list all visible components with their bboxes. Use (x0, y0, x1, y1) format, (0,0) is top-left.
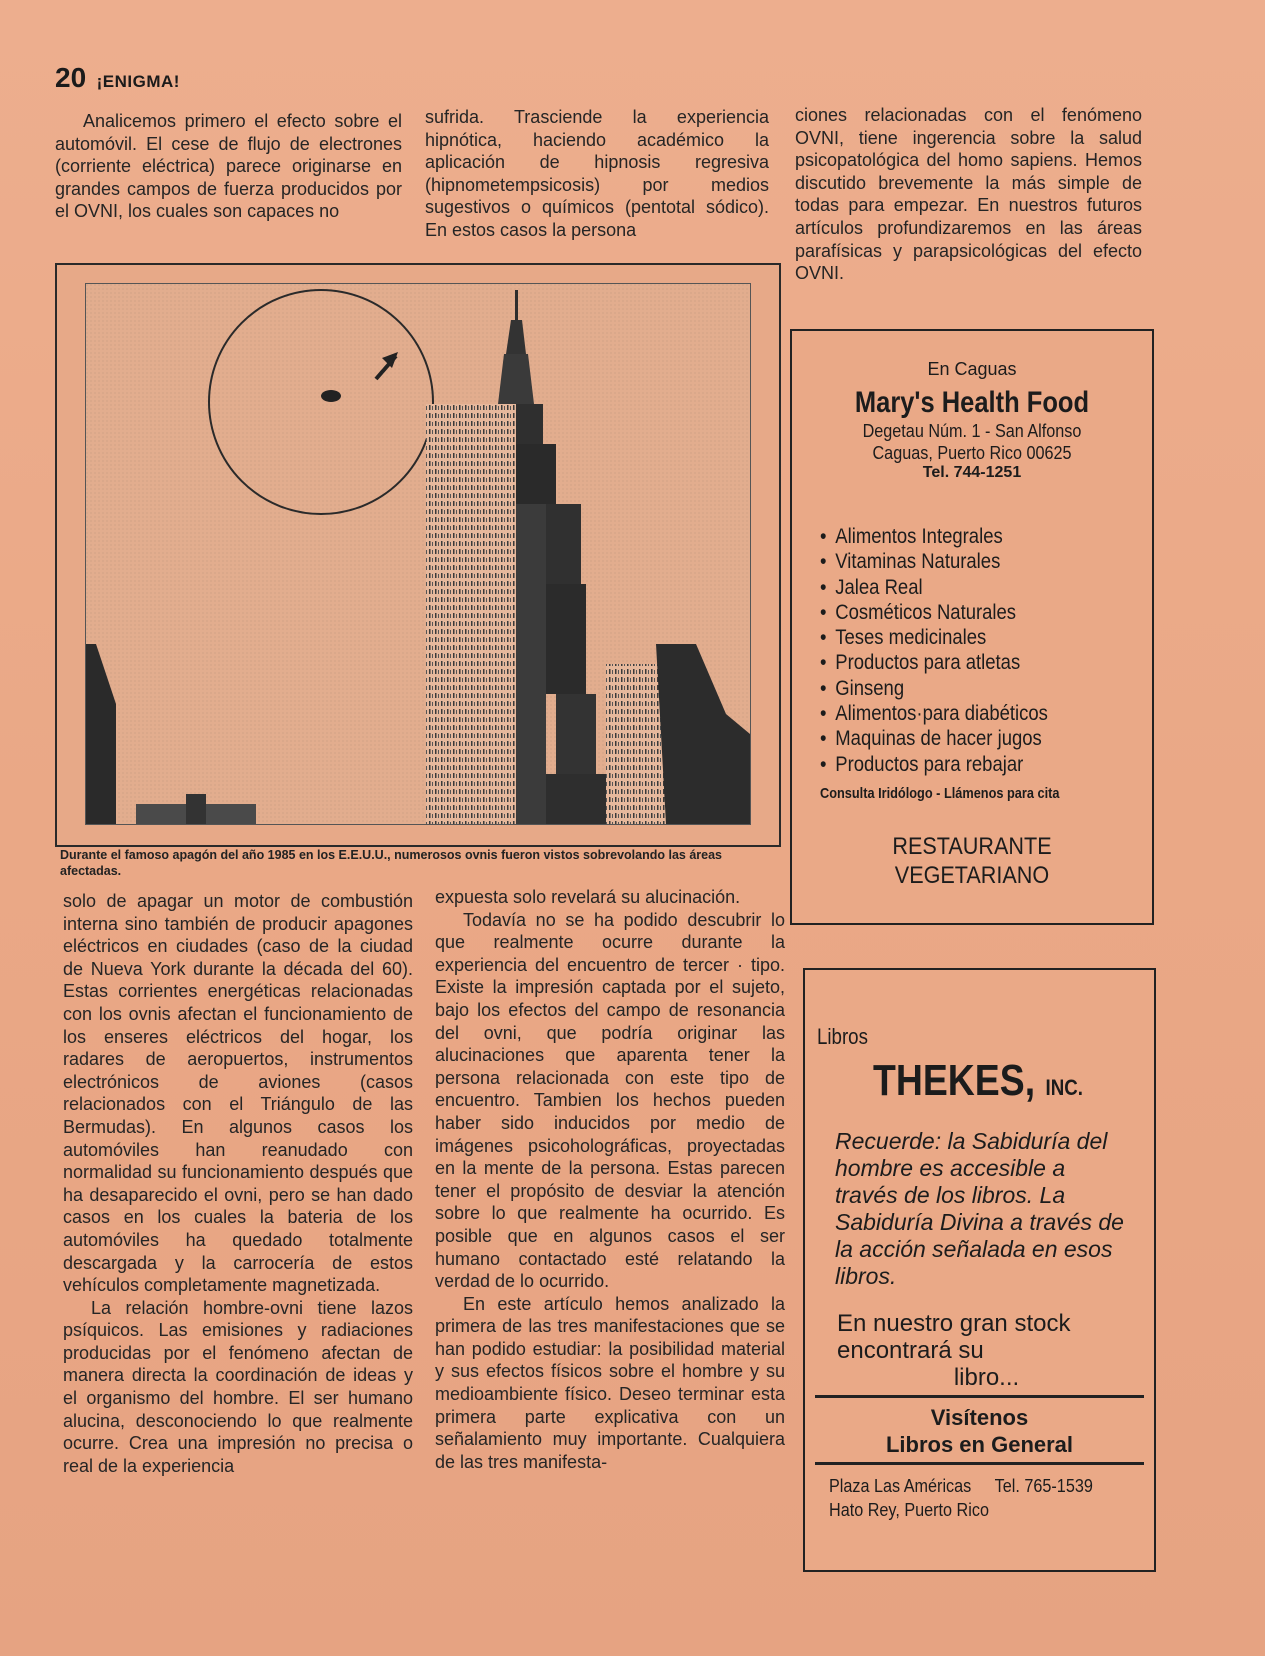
column-2-bottom (435, 886, 785, 1473)
empire-state-ufo-image (86, 284, 750, 824)
ad-phone: Tel. 765-1539 (994, 1476, 1093, 1496)
list-item (820, 726, 1112, 751)
ad-brand (873, 1056, 1112, 1106)
ufo-photo (85, 283, 751, 825)
paragraph: Todavía no se ha podido descubrir lo que realmente ocurre durante la experiencia del encuentro de tercer · tipo. Existe la impresión captada por el sujeto, bajo los efectos del campo de resonancia del ovni, que podría originar las alucinaciones que aparenta tener la persona relacionada con este tipo de encuentro. Tambien los hechos pueden haber sido inducidos por medio de imágenes psicoholográficas, proyectadas en la mente de la persona. Estas parecen tener el propósito de desviar la atención sobre lo que realmente ha ocurrido. Es posible que en algunos casos el ser humano contactado esté relatando la verdad de lo ocurrido. (435, 909, 785, 1292)
bullet-icon: • (820, 626, 827, 650)
paragraph: sufrida. Trasciende la experiencia hipnótica, haciendo académico la aplicación de hipnosis regresiva (hipnometempsicosis) por medios sugestivos o químicos (pentotal sódico). En estos casos la persona (425, 107, 769, 240)
list-item (820, 701, 1112, 726)
ad-address-1: Degetau Núm. 1 - San Alfonso (862, 421, 1082, 441)
ad-stock (837, 1310, 1136, 1391)
bookstore-ad (803, 968, 1156, 1572)
item-label: Teses medicinales (835, 626, 987, 650)
restaurant-line-1: RESTAURANTE (892, 832, 1052, 860)
restaurant-line-2: VEGETARIANO (894, 861, 1050, 889)
paragraph: solo de apagar un motor de combustión interna sino también de producir apagones eléctricos en ciudades (caso de la ciudad de Nueva York durante la década del 60). Estas corrientes energéticas relacionadas con los ovnis afectan el funcionamiento de los enseres eléctricos del hogar, los radares de aeropuertos, instrumentos electrónicos de aviones (casos relacionados con el Triángulo de las Bermudas). En algunos casos los automóviles han reanudado con normalidad su funcionamiento después que ha desaparecido el ovni, pero se han dado casos en los cuales la bateria de los automóviles ha quedado totalmente descargada y la carrocería de estos vehículos completamente magnetizada. (63, 891, 413, 1296)
product-list (820, 524, 1152, 777)
divider (815, 1462, 1144, 1465)
photo-caption: Durante el famoso apagón del año 1985 en los E.E.U.U., numerosos ovnis fueron vistos sobrevolando las áreas afectadas. (60, 848, 722, 878)
item-label: Alimentos Integrales (835, 525, 1003, 548)
ad-libros-label: Libros (817, 1024, 868, 1049)
ad-contact (829, 1475, 1122, 1497)
column-1-bottom (63, 890, 413, 1477)
page-header (55, 62, 180, 94)
photo-frame (55, 263, 781, 847)
list-item (820, 676, 1112, 701)
paragraph: En este artículo hemos analizado la primera de las tres manifestaciones que se han podido estudiar: la posibilidad material y sus efectos físicos sobre el hombre y su medioambiente físico. Deseo terminar esta primera parte explicativa con un señalamiento muy importante. Cualquiera de las tres manifesta- (435, 1293, 785, 1472)
item-label: Productos para atletas (835, 651, 1021, 675)
bullet-icon: • (820, 575, 827, 599)
bullet-icon: • (820, 550, 827, 574)
ad-quote: Recuerde: la Sabiduría del hombre es accesible a través de los libros. La Sabiduría Divina a través de la acción señalada en esos libros. (835, 1128, 1124, 1289)
bullet-icon: • (820, 600, 827, 624)
item-label: Jalea Real (835, 575, 923, 599)
ad-address-2: Caguas, Puerto Rico 00625 (872, 443, 1072, 463)
column-1-top (55, 110, 402, 223)
brand-suffix: INC. (1045, 1075, 1083, 1100)
list-item (820, 752, 1112, 777)
bullet-icon: • (820, 676, 827, 700)
ad-city: Hato Rey, Puerto Rico (829, 1500, 989, 1520)
list-item (820, 524, 1112, 549)
ad-city: En Caguas (927, 359, 1017, 379)
item-label: Ginseng (835, 676, 905, 700)
visit-line-1: Visítenos (930, 1405, 1029, 1430)
ufo-shape (321, 390, 341, 402)
page-number: 20 (55, 62, 87, 93)
column-3-top (795, 104, 1142, 285)
bullet-icon: • (820, 525, 827, 548)
ad-phone: Tel. 744-1251 (922, 464, 1022, 481)
column-2-top (425, 106, 769, 242)
ad-visit (805, 1404, 1154, 1458)
item-label: Productos para rebajar (835, 752, 1024, 776)
ad-restaurant (810, 832, 1134, 890)
list-item (820, 625, 1112, 650)
item-label: Cosméticos Naturales (835, 600, 1017, 624)
divider (815, 1395, 1144, 1398)
paragraph: Analicemos primero el efecto sobre el automóvil. El cese de flujo de electrones (corriente eléctrica) parece originarse en grandes campos de fuerza producidos por el OVNI, los cuales son capaces no (55, 111, 402, 222)
brand-name: THEKES, (873, 1056, 1036, 1105)
paragraph: La relación hombre-ovni tiene lazos psíquicos. Las emisiones y radiaciones producidas por el fenómeno afectan de manera directa la coordinación de ideas y el organismo del hombre. El ser humano alucina, desconociendo lo que realmente ocurre. Crea una impresión no precisa o real de la experiencia (63, 1297, 413, 1476)
visit-line-2: Libros en General (885, 1432, 1074, 1457)
ad-place: Plaza Las Américas (829, 1476, 972, 1496)
stock-line-2: libro... (953, 1364, 1020, 1391)
list-item (820, 600, 1112, 625)
bullet-icon: • (820, 651, 827, 675)
item-label: Vitaminas Naturales (835, 550, 1001, 574)
magazine-title: ¡ENIGMA! (96, 72, 180, 91)
bullet-icon: • (820, 702, 827, 726)
bullet-icon: • (820, 752, 827, 776)
list-item (820, 575, 1112, 600)
stock-line-1: En nuestro gran stock encontrará su (837, 1310, 1071, 1364)
paragraph: ciones relacionadas con el fenómeno OVNI, tiene ingerencia sobre la salud psicopatológica del homo sapiens. Hemos discutido brevemente la más simple de todas para empezar. En nuestros futuros artículos profundizaremos en las áreas parafísicas y parapsicológicas del efecto OVNI. (795, 105, 1142, 284)
list-item (820, 650, 1112, 675)
bullet-icon: • (820, 727, 827, 751)
item-label: Alimentos·para diabéticos (835, 702, 1048, 726)
ad-brand: Mary's Health Food (854, 386, 1090, 419)
ad-consult: Consulta Iridólogo - Llámenos para cita (820, 784, 1060, 802)
paragraph: expuesta solo revelará su alucinación. (435, 887, 741, 907)
list-item (820, 549, 1112, 574)
health-food-ad (790, 329, 1154, 925)
item-label: Maquinas de hacer jugos (835, 727, 1042, 751)
